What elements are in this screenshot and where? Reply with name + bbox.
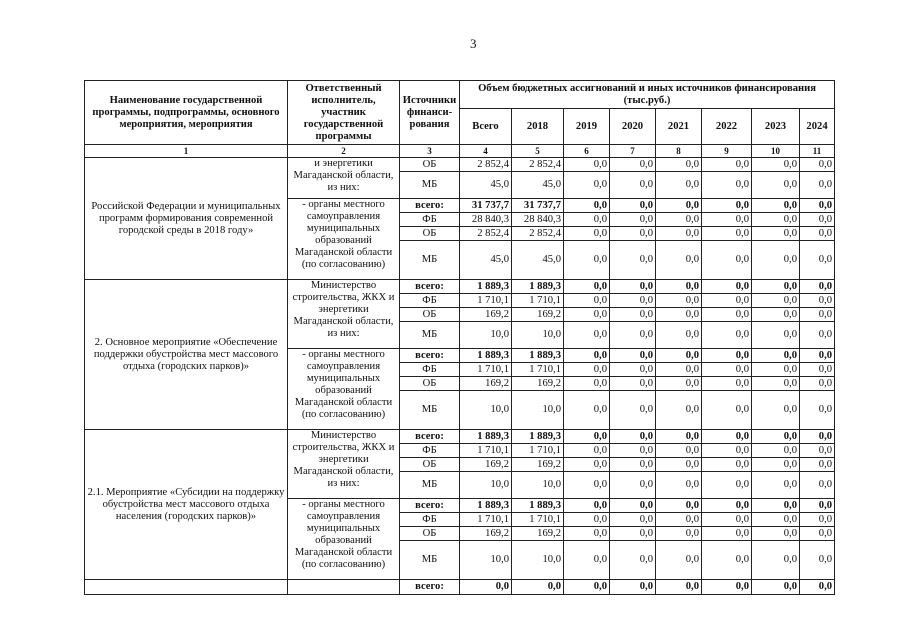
value-cell: 0,0 bbox=[610, 213, 656, 227]
value-cell: 0,0 bbox=[564, 430, 610, 444]
value-cell: 0,0 bbox=[702, 444, 752, 458]
value-cell: 1 889,3 bbox=[512, 349, 564, 363]
value-cell: 0,0 bbox=[800, 172, 835, 199]
source-cell: всего: bbox=[400, 199, 460, 213]
value-cell: 169,2 bbox=[460, 308, 512, 322]
value-cell: 0,0 bbox=[702, 322, 752, 349]
value-cell: 0,0 bbox=[656, 458, 702, 472]
value-cell: 0,0 bbox=[656, 158, 702, 172]
value-cell: 0,0 bbox=[702, 280, 752, 294]
value-cell: 0,0 bbox=[564, 199, 610, 213]
value-cell: 169,2 bbox=[512, 308, 564, 322]
budget-table bbox=[84, 80, 875, 595]
source-cell: ФБ bbox=[400, 444, 460, 458]
value-cell: 0,0 bbox=[800, 158, 835, 172]
value-cell: 0,0 bbox=[752, 430, 800, 444]
value-cell: 0,0 bbox=[656, 241, 702, 280]
value-cell: 1 710,1 bbox=[512, 513, 564, 527]
value-cell: 0,0 bbox=[752, 322, 800, 349]
value-cell: 0,0 bbox=[564, 580, 610, 595]
value-cell: 0,0 bbox=[564, 499, 610, 513]
value-cell: 10,0 bbox=[460, 541, 512, 580]
value-cell: 0,0 bbox=[800, 580, 835, 595]
value-cell: 0,0 bbox=[564, 391, 610, 430]
value-cell: 0,0 bbox=[702, 199, 752, 213]
value-cell: 1 889,3 bbox=[512, 280, 564, 294]
value-cell: 28 840,3 bbox=[460, 213, 512, 227]
executor-cell: Министерство строительства, ЖКХ и энергетики Магаданской области, из них: bbox=[288, 430, 400, 499]
value-cell: 1 710,1 bbox=[460, 444, 512, 458]
value-cell: 0,0 bbox=[610, 580, 656, 595]
value-cell: 0,0 bbox=[656, 322, 702, 349]
value-cell: 10,0 bbox=[512, 391, 564, 430]
value-cell: 0,0 bbox=[564, 308, 610, 322]
value-cell: 0,0 bbox=[702, 294, 752, 308]
value-cell: 0,0 bbox=[656, 430, 702, 444]
header-year: 2018 bbox=[512, 109, 564, 145]
value-cell: 0,0 bbox=[656, 213, 702, 227]
value-cell: 0,0 bbox=[800, 444, 835, 458]
value-cell: 0,0 bbox=[752, 580, 800, 595]
value-cell: 0,0 bbox=[564, 527, 610, 541]
value-cell: 0,0 bbox=[800, 308, 835, 322]
source-cell: всего: bbox=[400, 280, 460, 294]
value-cell: 10,0 bbox=[460, 472, 512, 499]
value-cell: 10,0 bbox=[460, 391, 512, 430]
value-cell: 1 889,3 bbox=[512, 430, 564, 444]
column-number: 11 bbox=[800, 145, 835, 158]
value-cell: 0,0 bbox=[702, 472, 752, 499]
value-cell: 0,0 bbox=[610, 322, 656, 349]
value-cell: 0,0 bbox=[800, 472, 835, 499]
value-cell: 0,0 bbox=[752, 199, 800, 213]
value-cell: 2 852,4 bbox=[512, 158, 564, 172]
header-year: 2023 bbox=[752, 109, 800, 145]
value-cell: 0,0 bbox=[564, 294, 610, 308]
value-cell: 0,0 bbox=[564, 541, 610, 580]
value-cell: 0,0 bbox=[564, 377, 610, 391]
value-cell: 0,0 bbox=[610, 458, 656, 472]
source-cell: ФБ bbox=[400, 294, 460, 308]
value-cell: 28 840,3 bbox=[512, 213, 564, 227]
value-cell: 0,0 bbox=[752, 527, 800, 541]
section-name: 2.1. Мероприятие «Субсидии на поддержку обустройства мест массового отдыха населения (городских парков)» bbox=[85, 430, 288, 580]
value-cell: 0,0 bbox=[800, 349, 835, 363]
value-cell: 0,0 bbox=[656, 280, 702, 294]
value-cell: 0,0 bbox=[800, 213, 835, 227]
header-year: 2021 bbox=[656, 109, 702, 145]
value-cell: 0,0 bbox=[564, 444, 610, 458]
value-cell: 0,0 bbox=[610, 444, 656, 458]
value-cell: 1 710,1 bbox=[512, 294, 564, 308]
value-cell: 0,0 bbox=[752, 377, 800, 391]
value-cell: 31 737,7 bbox=[512, 199, 564, 213]
value-cell: 45,0 bbox=[512, 172, 564, 199]
value-cell: 1 889,3 bbox=[460, 499, 512, 513]
value-cell: 169,2 bbox=[460, 458, 512, 472]
column-number: 8 bbox=[656, 145, 702, 158]
value-cell: 0,0 bbox=[752, 444, 800, 458]
value-cell: 0,0 bbox=[702, 580, 752, 595]
value-cell: 2 852,4 bbox=[460, 158, 512, 172]
value-cell: 0,0 bbox=[610, 430, 656, 444]
value-cell: 0,0 bbox=[800, 294, 835, 308]
value-cell: 0,0 bbox=[610, 513, 656, 527]
source-cell: ОБ bbox=[400, 227, 460, 241]
header-year: 2019 bbox=[564, 109, 610, 145]
column-number: 1 bbox=[85, 145, 288, 158]
header-volume: Объем бюджетных ассигнований и иных источников финансирования (тыс.руб.) bbox=[460, 81, 835, 109]
executor-cell bbox=[288, 580, 400, 595]
value-cell: 0,0 bbox=[610, 391, 656, 430]
source-cell: ОБ bbox=[400, 458, 460, 472]
value-cell: 1 889,3 bbox=[512, 499, 564, 513]
column-number: 3 bbox=[400, 145, 460, 158]
value-cell: 0,0 bbox=[656, 391, 702, 430]
value-cell: 0,0 bbox=[800, 377, 835, 391]
value-cell: 0,0 bbox=[800, 499, 835, 513]
value-cell: 0,0 bbox=[656, 513, 702, 527]
value-cell: 1 889,3 bbox=[460, 280, 512, 294]
value-cell: 0,0 bbox=[702, 308, 752, 322]
value-cell: 1 710,1 bbox=[512, 444, 564, 458]
header-year: Всего bbox=[460, 109, 512, 145]
value-cell: 0,0 bbox=[564, 280, 610, 294]
value-cell: 0,0 bbox=[702, 513, 752, 527]
source-cell: ФБ bbox=[400, 213, 460, 227]
source-cell: ОБ bbox=[400, 527, 460, 541]
value-cell: 0,0 bbox=[656, 172, 702, 199]
value-cell: 10,0 bbox=[512, 322, 564, 349]
value-cell: 0,0 bbox=[702, 363, 752, 377]
value-cell: 0,0 bbox=[752, 280, 800, 294]
value-cell: 0,0 bbox=[800, 430, 835, 444]
source-cell: ФБ bbox=[400, 513, 460, 527]
value-cell: 0,0 bbox=[752, 541, 800, 580]
value-cell: 0,0 bbox=[564, 322, 610, 349]
value-cell: 0,0 bbox=[702, 172, 752, 199]
executor-cell: Министерство строительства, ЖКХ и энергетики Магаданской области, из них: bbox=[288, 280, 400, 349]
value-cell: 0,0 bbox=[610, 199, 656, 213]
table-row bbox=[85, 280, 875, 294]
value-cell: 0,0 bbox=[752, 294, 800, 308]
value-cell: 0,0 bbox=[564, 363, 610, 377]
value-cell: 10,0 bbox=[512, 472, 564, 499]
source-cell: МБ bbox=[400, 472, 460, 499]
header-executor: Ответственный исполнитель, участник государственной программы bbox=[288, 81, 400, 145]
value-cell: 0,0 bbox=[702, 541, 752, 580]
value-cell: 0,0 bbox=[800, 363, 835, 377]
value-cell: 0,0 bbox=[656, 527, 702, 541]
source-cell: МБ bbox=[400, 322, 460, 349]
value-cell: 0,0 bbox=[800, 280, 835, 294]
value-cell: 169,2 bbox=[512, 377, 564, 391]
value-cell: 1 710,1 bbox=[460, 363, 512, 377]
value-cell: 0,0 bbox=[564, 472, 610, 499]
value-cell: 0,0 bbox=[564, 227, 610, 241]
value-cell: 0,0 bbox=[656, 227, 702, 241]
value-cell: 0,0 bbox=[656, 444, 702, 458]
source-cell: всего: bbox=[400, 580, 460, 595]
value-cell: 0,0 bbox=[702, 227, 752, 241]
value-cell: 1 710,1 bbox=[512, 363, 564, 377]
executor-cell: - органы местного самоуправления муниципальных образований Магаданской области (по согласованию) bbox=[288, 499, 400, 580]
header-year: 2020 bbox=[610, 109, 656, 145]
value-cell: 0,0 bbox=[656, 199, 702, 213]
value-cell: 1 889,3 bbox=[460, 430, 512, 444]
column-number: 6 bbox=[564, 145, 610, 158]
value-cell: 0,0 bbox=[752, 391, 800, 430]
value-cell: 0,0 bbox=[702, 430, 752, 444]
value-cell: 2 852,4 bbox=[512, 227, 564, 241]
column-number: 2 bbox=[288, 145, 400, 158]
value-cell: 0,0 bbox=[610, 294, 656, 308]
value-cell: 0,0 bbox=[656, 472, 702, 499]
value-cell: 45,0 bbox=[512, 241, 564, 280]
value-cell: 45,0 bbox=[460, 241, 512, 280]
value-cell: 0,0 bbox=[656, 541, 702, 580]
value-cell: 0,0 bbox=[752, 363, 800, 377]
section-name bbox=[85, 580, 288, 595]
value-cell: 0,0 bbox=[610, 472, 656, 499]
value-cell: 0,0 bbox=[610, 227, 656, 241]
page-number: 3 bbox=[470, 36, 477, 51]
column-number: 4 bbox=[460, 145, 512, 158]
value-cell: 0,0 bbox=[610, 363, 656, 377]
source-cell: ФБ bbox=[400, 363, 460, 377]
value-cell: 0,0 bbox=[656, 349, 702, 363]
value-cell: 0,0 bbox=[702, 458, 752, 472]
value-cell: 0,0 bbox=[656, 377, 702, 391]
table-row bbox=[85, 158, 875, 172]
value-cell: 0,0 bbox=[752, 172, 800, 199]
value-cell: 0,0 bbox=[610, 280, 656, 294]
value-cell: 0,0 bbox=[610, 241, 656, 280]
value-cell: 1 710,1 bbox=[460, 513, 512, 527]
value-cell: 0,0 bbox=[702, 241, 752, 280]
value-cell: 0,0 bbox=[800, 458, 835, 472]
executor-cell: - органы местного самоуправления муниципальных образований Магаданской области (по согласованию) bbox=[288, 199, 400, 280]
value-cell: 0,0 bbox=[702, 391, 752, 430]
value-cell: 0,0 bbox=[752, 472, 800, 499]
source-cell: всего: bbox=[400, 430, 460, 444]
value-cell: 2 852,4 bbox=[460, 227, 512, 241]
value-cell: 0,0 bbox=[656, 308, 702, 322]
source-cell: МБ bbox=[400, 391, 460, 430]
value-cell: 0,0 bbox=[656, 363, 702, 377]
value-cell: 31 737,7 bbox=[460, 199, 512, 213]
table-row bbox=[85, 580, 875, 595]
source-cell: ОБ bbox=[400, 377, 460, 391]
value-cell: 0,0 bbox=[800, 241, 835, 280]
section-name: 2. Основное мероприятие «Обеспечение поддержки обустройства мест массового отдыха (городских парков)» bbox=[85, 280, 288, 430]
value-cell: 0,0 bbox=[610, 308, 656, 322]
value-cell: 169,2 bbox=[512, 527, 564, 541]
source-cell: МБ bbox=[400, 241, 460, 280]
value-cell: 0,0 bbox=[564, 241, 610, 280]
value-cell: 0,0 bbox=[610, 158, 656, 172]
value-cell: 0,0 bbox=[702, 527, 752, 541]
value-cell: 0,0 bbox=[564, 458, 610, 472]
value-cell: 1 710,1 bbox=[460, 294, 512, 308]
value-cell: 0,0 bbox=[610, 172, 656, 199]
section-name: Российской Федерации и муниципальных программ формирования современной городской среды в 2018 году» bbox=[85, 158, 288, 280]
source-cell: ОБ bbox=[400, 158, 460, 172]
value-cell: 0,0 bbox=[564, 172, 610, 199]
table-row bbox=[85, 430, 875, 444]
source-cell: всего: bbox=[400, 499, 460, 513]
column-number: 10 bbox=[752, 145, 800, 158]
header-source: Источники финанси-рования bbox=[400, 81, 460, 145]
header-year: 2022 bbox=[702, 109, 752, 145]
value-cell: 0,0 bbox=[752, 213, 800, 227]
value-cell: 0,0 bbox=[564, 158, 610, 172]
executor-cell: - органы местного самоуправления муниципальных образований Магаданской области (по согласованию) bbox=[288, 349, 400, 430]
value-cell: 0,0 bbox=[564, 213, 610, 227]
value-cell: 0,0 bbox=[702, 213, 752, 227]
value-cell: 0,0 bbox=[800, 513, 835, 527]
source-cell: ОБ bbox=[400, 308, 460, 322]
value-cell: 0,0 bbox=[702, 377, 752, 391]
value-cell: 0,0 bbox=[512, 580, 564, 595]
value-cell: 0,0 bbox=[752, 227, 800, 241]
value-cell: 0,0 bbox=[800, 199, 835, 213]
value-cell: 0,0 bbox=[610, 377, 656, 391]
value-cell: 0,0 bbox=[610, 499, 656, 513]
value-cell: 0,0 bbox=[610, 527, 656, 541]
value-cell: 0,0 bbox=[800, 322, 835, 349]
column-number: 5 bbox=[512, 145, 564, 158]
header-year: 2024 bbox=[800, 109, 835, 145]
value-cell: 0,0 bbox=[752, 308, 800, 322]
value-cell: 0,0 bbox=[610, 349, 656, 363]
value-cell: 0,0 bbox=[460, 580, 512, 595]
value-cell: 0,0 bbox=[800, 541, 835, 580]
value-cell: 169,2 bbox=[460, 527, 512, 541]
value-cell: 0,0 bbox=[752, 241, 800, 280]
value-cell: 0,0 bbox=[564, 513, 610, 527]
value-cell: 169,2 bbox=[460, 377, 512, 391]
header-name: Наименование государственной программы, подпрограммы, основного мероприятия, мероприятия bbox=[85, 81, 288, 145]
value-cell: 0,0 bbox=[752, 458, 800, 472]
value-cell: 45,0 bbox=[460, 172, 512, 199]
value-cell: 0,0 bbox=[800, 227, 835, 241]
value-cell: 0,0 bbox=[656, 499, 702, 513]
column-number: 7 bbox=[610, 145, 656, 158]
value-cell: 0,0 bbox=[656, 580, 702, 595]
value-cell: 169,2 bbox=[512, 458, 564, 472]
value-cell: 1 889,3 bbox=[460, 349, 512, 363]
column-number: 9 bbox=[702, 145, 752, 158]
value-cell: 0,0 bbox=[702, 349, 752, 363]
value-cell: 10,0 bbox=[512, 541, 564, 580]
value-cell: 0,0 bbox=[752, 499, 800, 513]
value-cell: 0,0 bbox=[564, 349, 610, 363]
source-cell: всего: bbox=[400, 349, 460, 363]
value-cell: 0,0 bbox=[800, 391, 835, 430]
source-cell: МБ bbox=[400, 541, 460, 580]
value-cell: 0,0 bbox=[752, 513, 800, 527]
value-cell: 0,0 bbox=[702, 499, 752, 513]
executor-cell: и энергетики Магаданской области, из них: bbox=[288, 158, 400, 199]
value-cell: 10,0 bbox=[460, 322, 512, 349]
value-cell: 0,0 bbox=[800, 527, 835, 541]
value-cell: 0,0 bbox=[752, 158, 800, 172]
value-cell: 0,0 bbox=[752, 349, 800, 363]
source-cell: МБ bbox=[400, 172, 460, 199]
value-cell: 0,0 bbox=[702, 158, 752, 172]
value-cell: 0,0 bbox=[610, 541, 656, 580]
value-cell: 0,0 bbox=[656, 294, 702, 308]
